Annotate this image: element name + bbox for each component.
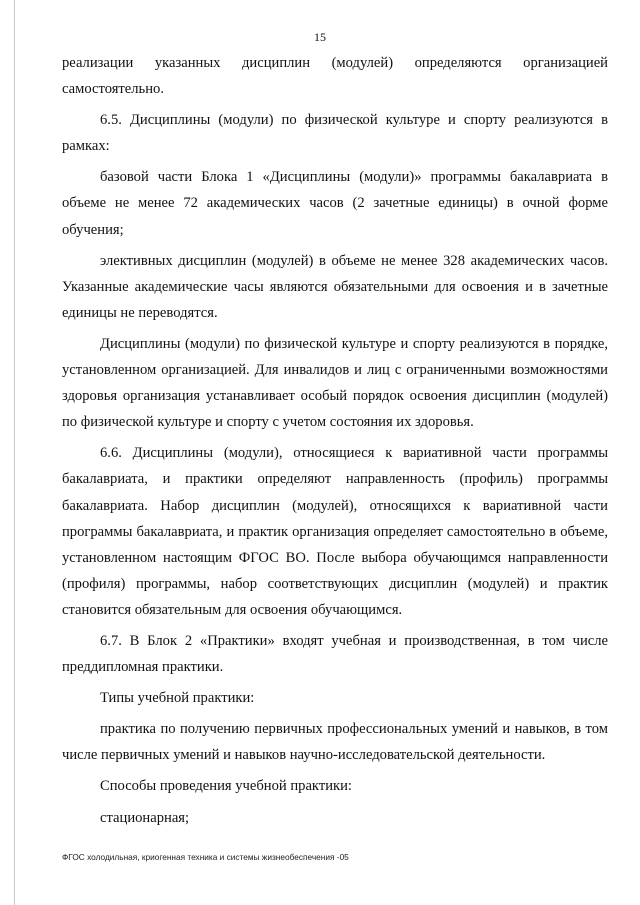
- page-footer: ФГОС холодильная, криогенная техника и системы жизнеобеспечения -05: [62, 852, 349, 862]
- paragraph-practice-types: Типы учебной практики:: [100, 690, 255, 707]
- paragraph-stationary: стационарная;: [100, 809, 190, 826]
- paragraph-continuation: реализации указанных дисциплин (модулей) определяются организацией самостоятельно.: [62, 55, 608, 98]
- paragraph-6-5: 6.5. Дисциплины (модули) по физической культуре и спорту реализуются в рамках:: [62, 112, 608, 155]
- paragraph-elective: элективных дисциплин (модулей) в объеме не менее 328 академических часов. Указанные академические часы являются обязательными для освоения и в зачетные единицы не переводятся.: [62, 252, 608, 321]
- document-body: [62, 50, 608, 831]
- paragraph-6-7: 6.7. В Блок 2 «Практики» входят учебная и производственная, в том числе преддипломная практики.: [62, 632, 608, 676]
- paragraph-practice-skills: практика по получению первичных профессиональных умений и навыков, в том числе первичных умений и навыков научно-исследовательской деятельности.: [62, 721, 608, 764]
- paragraph-practice-methods: Способы проведения учебной практики:: [100, 778, 352, 795]
- paragraph-6-6: 6.6. Дисциплины (модули), относящиеся к вариативной части программы бакалавриата, и практики определяют направленность (профиль) программы бакалавриата. Набор дисциплин (модулей), относящихся к вариативной части программы бакалавриата, и практик организация определяет самостоятельно в объеме, установленном настоящим ФГОС ВО. После выбора обучающимся направленности (профиля) программы, набор соответствующих дисциплин (модулей) и практик становится обязательным для освоения обучающимся.: [62, 445, 608, 618]
- paragraph-pe-order: Дисциплины (модули) по физической культуре и спорту реализуются в порядке, установленном организацией. Для инвалидов и лиц с ограниченными возможностями здоровья организация устанавливает особый порядок освоения дисциплин (модулей) по физической культуре и спорту с учетом состояния их здоровья.: [62, 335, 608, 431]
- page-number: 15: [314, 30, 326, 44]
- scan-edge-line: [14, 0, 15, 905]
- paragraph-basic-part: базовой части Блока 1 «Дисциплины (модули)» программы бакалавриата в объеме не менее 72 академических часов (2 зачетные единицы) в очной форме обучения;: [62, 169, 608, 238]
